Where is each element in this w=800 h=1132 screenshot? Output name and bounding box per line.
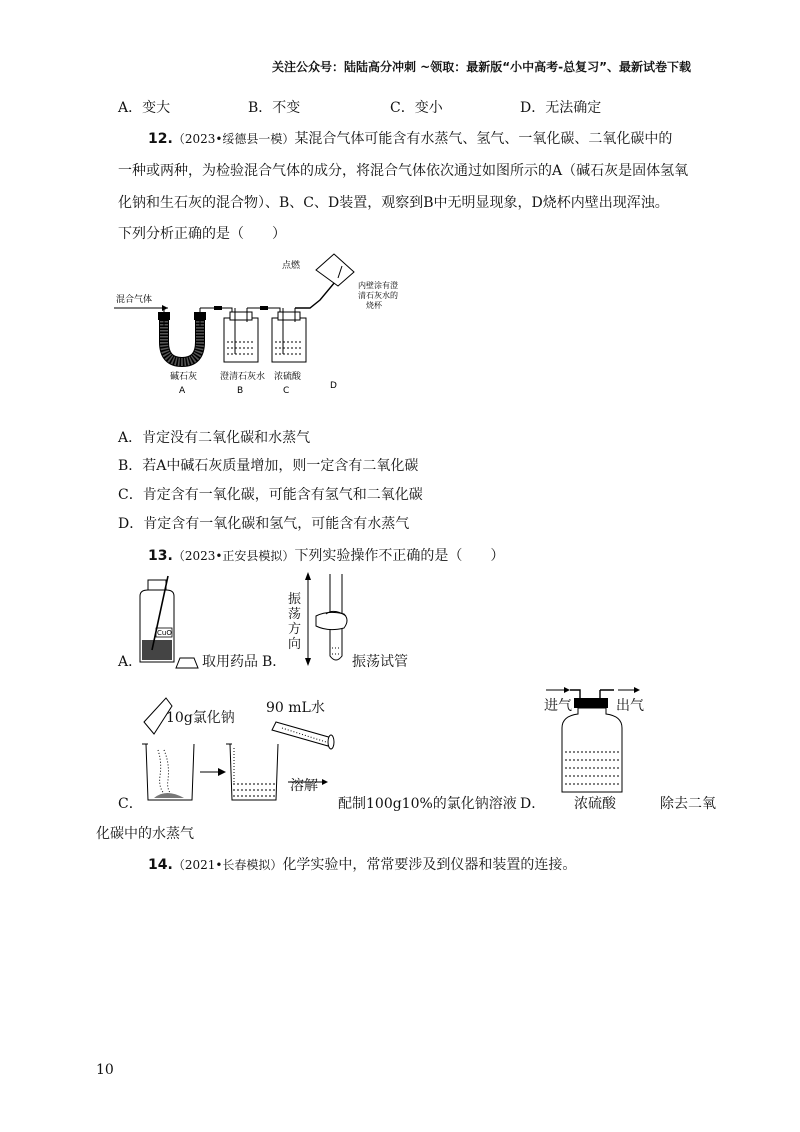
label-d-letter: D [330,381,337,391]
q13-c-dissolve-label: 溶解 [290,778,318,794]
page-header: 关注公众号：陆陆高分冲刺 ~领取：最新版“小中高考-总复习”、最新试卷下载 [272,60,691,74]
q13-b-prefix: B． [262,654,287,670]
q14-stem-text: 化学实验中，常常要涉及到仪器和装置的连接。 [282,857,577,873]
q13-c-label: 配制100g10%的氯化钠溶液 [338,796,517,812]
q11-option-d: D．无法确定 [520,100,602,116]
q12-source: （2023•绥德县一模） [172,132,295,146]
q12-line4: 下列分析正确的是（ ） [118,226,286,242]
q12-number: 12. [148,131,173,147]
q12-option-c: C．肯定含有一氧化碳，可能含有氢气和二氧化碳 [118,487,423,503]
q14-source: （2021•长春模拟） [172,858,283,872]
label-b-name: 澄清石灰水 [220,372,266,382]
q13-d-acid-label: 浓硫酸 [574,796,616,812]
beaker-label-2: 清石灰水的 [358,291,398,300]
label-a-letter: A [179,386,186,396]
gas-washing-bottle [562,708,622,792]
q12-option-d: D．肯定含有一氧化碳和氢气，可能含有水蒸气 [118,516,410,532]
outlet-arrow-d [618,687,640,693]
direction-label [288,592,302,652]
q12-apparatus-figure [110,246,410,402]
label-c-letter: C [283,386,290,396]
q13-stem [148,546,504,566]
beaker-left [142,744,194,800]
cuo-label: CuO [157,629,172,637]
bottle-c [272,308,306,362]
q13-d-label-1: 除去二氧 [660,796,716,812]
hand [316,612,347,629]
q11-option-b: B．不变 [248,100,301,116]
stopper [176,658,198,668]
label-a-name: 碱石灰 [170,372,198,382]
reagent-jar [140,580,174,662]
q12-first-line [148,129,672,149]
label-b-letter: B [237,386,244,396]
q13-c-water-label: 90 mL水 [266,700,325,716]
beaker-label-3: 烧杯 [366,301,382,310]
q11-option-c: C．变小 [390,100,443,116]
ignite-label: 点燃 [282,261,301,271]
q13-d-label-2: 化碳中的水蒸气 [96,826,194,842]
bottle-b [224,308,258,362]
direction-char-1: 振 [288,592,302,607]
q14-stem [148,855,576,875]
q13-d-prefix: D． [520,796,546,812]
direction-char-4: 向 [288,637,302,652]
q12-option-b: B．若A中碱石灰质量增加，则一定含有二氧化碳 [118,458,419,474]
q13-c-salt-label: 10g氯化钠 [166,710,235,726]
q13-c-prefix: C． [118,796,143,812]
gas-in-label: 混合气体 [116,295,153,305]
q12-line1: 某混合气体可能含有水蒸气、氢气、一氧化碳、二氧化碳中的 [294,131,673,147]
direction-char-3: 方 [288,622,302,637]
direction-arrow [305,572,311,666]
page-number: 10 [96,1062,114,1078]
q14-number: 14. [148,857,173,873]
q12-line2: 一种或两种，为检验混合气体的成分，将混合气体依次通过如图所示的A（碱石灰是固体氢氧 [118,163,689,179]
q13-number: 13. [148,548,173,564]
label-c-name: 浓硫酸 [274,372,302,382]
inlet-arrow-d [546,687,570,693]
q12-line3: 化钠和生石灰的混合物）、B、C、D装置，观察到B中无明显现象，D烧杯内壁出现浑浊。 [118,195,669,211]
q13-d-out-label: 出气 [616,698,644,714]
q13-source: （2023•正安县模拟） [172,549,295,563]
direction-char-2: 荡 [288,607,302,622]
q13-b-label: 振荡试管 [352,654,408,670]
measuring-cylinder [272,722,334,749]
beaker-label-1: 内壁涂有澄 [358,281,398,290]
q13-stem-text: 下列实验操作不正确的是（ ） [294,548,505,564]
bottle-d-stopper [574,698,608,708]
q13-a-label: 取用药品 [202,654,258,670]
u-tube-a [158,308,206,362]
beaker-right [226,744,278,800]
q11-option-a: A．变大 [118,100,171,116]
beaker-d [316,254,354,286]
q13-a-figure [132,572,206,670]
q12-option-a: A．肯定没有二氧化碳和水蒸气 [118,430,311,446]
q13-d-in-label: 进气 [544,698,572,714]
q13-a-prefix: A． [118,654,143,670]
